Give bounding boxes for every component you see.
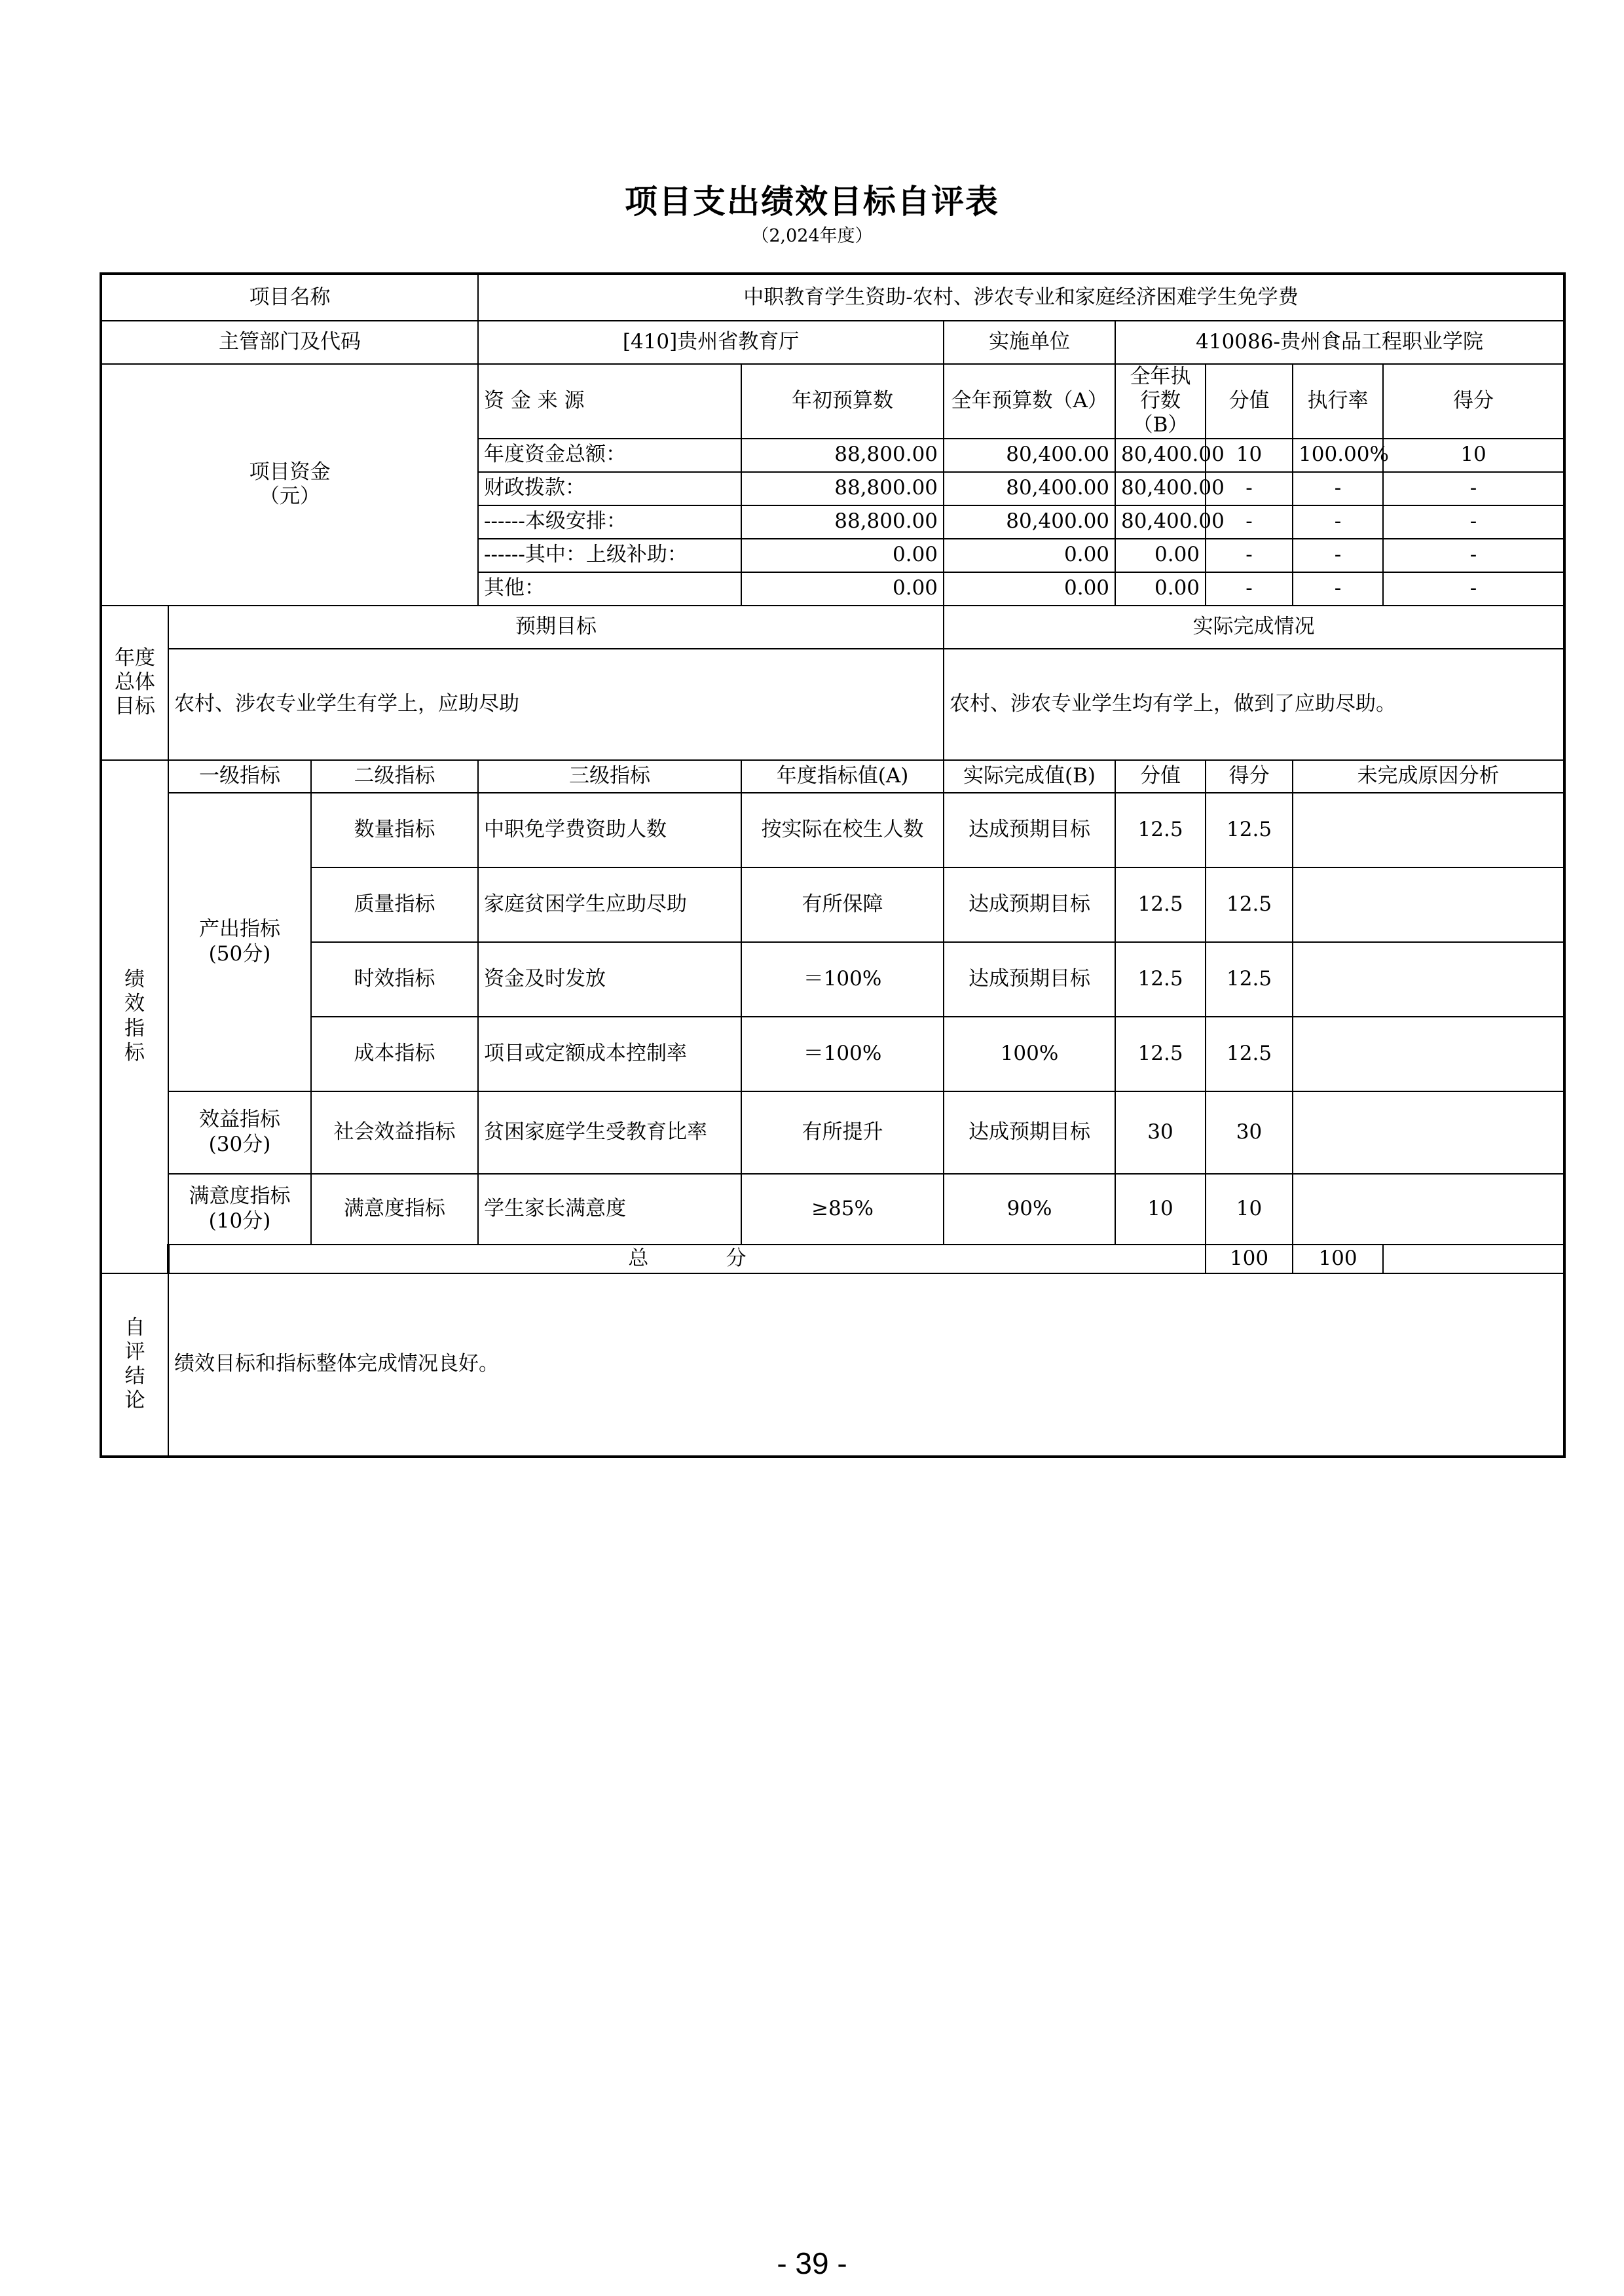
indicator-target: ＝100% <box>741 1017 944 1091</box>
funds-header-score-value: 分值 <box>1206 364 1293 439</box>
indicators-header-first: 一级指标 <box>168 760 311 793</box>
actual-completion-text: 农村、涉农专业学生均有学上，做到了应助尽助。 <box>944 649 1564 760</box>
conclusion-text: 绩效目标和指标整体完成情况良好。 <box>168 1273 1564 1457</box>
indicator-score: 30 <box>1206 1091 1293 1174</box>
indicator-reason <box>1293 1017 1564 1091</box>
funds-executed: 80,400.00 <box>1115 472 1206 505</box>
actual-completion-label: 实际完成情况 <box>944 606 1564 649</box>
indicator-row <box>101 793 1564 867</box>
conclusion-row <box>101 1273 1564 1457</box>
funds-rate: - <box>1293 472 1383 505</box>
funds-initial: 0.00 <box>741 572 944 606</box>
indicator-reason <box>1293 867 1564 942</box>
annual-goal-label-line: 目标 <box>115 695 155 719</box>
indicator-reason <box>1293 793 1564 867</box>
indicators-label-char: 指 <box>124 1016 145 1040</box>
funds-initial: 88,800.00 <box>741 505 944 539</box>
indicator-score-value: 12.5 <box>1115 1017 1206 1091</box>
annual-goal-header-row <box>101 606 1564 649</box>
indicators-header-row <box>101 760 1564 793</box>
funds-header-score: 得分 <box>1383 364 1564 439</box>
funds-initial: 88,800.00 <box>741 439 944 472</box>
indicators-header-third: 三级指标 <box>478 760 741 793</box>
indicator-group-points: (50分) <box>208 941 271 966</box>
indicator-row <box>101 1174 1564 1245</box>
funds-rate: - <box>1293 572 1383 606</box>
conclusion-label-char: 评 <box>124 1339 145 1364</box>
indicator-row <box>101 867 1564 942</box>
department-row <box>101 321 1564 364</box>
funds-score-value: 10 <box>1206 439 1293 472</box>
indicator-second: 时效指标 <box>311 942 478 1017</box>
funds-score: - <box>1383 539 1564 572</box>
funds-source: ------本级安排： <box>478 505 741 539</box>
project-name-label: 项目名称 <box>101 274 478 321</box>
indicator-group-satisfaction <box>168 1174 311 1245</box>
conclusion-label-char: 自 <box>124 1315 145 1339</box>
indicators-header-second: 二级指标 <box>311 760 478 793</box>
funds-initial: 88,800.00 <box>741 472 944 505</box>
indicator-reason <box>1293 1091 1564 1174</box>
annual-goal-label-line: 年度 <box>115 646 155 670</box>
funds-label-text: 项目资金 <box>249 460 331 484</box>
indicator-actual: 达成预期目标 <box>944 942 1115 1017</box>
indicators-label <box>101 760 168 1273</box>
indicator-group-name: 效益指标 <box>199 1108 280 1132</box>
indicators-label-char: 标 <box>124 1040 145 1065</box>
funds-header-source: 资 金 来 源 <box>478 364 741 439</box>
indicator-score: 12.5 <box>1206 942 1293 1017</box>
indicator-third: 学生家长满意度 <box>478 1174 741 1245</box>
funds-score-value: - <box>1206 572 1293 606</box>
indicator-row <box>101 1091 1564 1174</box>
indicators-header-score-value: 分值 <box>1115 760 1206 793</box>
funds-annual: 0.00 <box>944 572 1115 606</box>
indicator-target: ≥85% <box>741 1174 944 1245</box>
conclusion-label-char: 论 <box>124 1389 145 1413</box>
funds-executed: 0.00 <box>1115 572 1206 606</box>
indicator-score-value: 10 <box>1115 1174 1206 1245</box>
self-evaluation-table <box>100 272 1566 1458</box>
conclusion-label-char: 结 <box>124 1364 145 1389</box>
annual-goal-label <box>101 606 168 760</box>
funds-source: 财政拨款： <box>478 472 741 505</box>
conclusion-label <box>101 1273 168 1457</box>
indicator-second: 质量指标 <box>311 867 478 942</box>
indicator-row <box>101 1017 1564 1091</box>
funds-header-annual: 全年预算数（A） <box>944 364 1115 439</box>
indicators-label-char: 绩 <box>124 968 145 992</box>
funds-score: - <box>1383 505 1564 539</box>
indicator-target: 按实际在校生人数 <box>741 793 944 867</box>
indicator-reason <box>1293 942 1564 1017</box>
indicator-second: 数量指标 <box>311 793 478 867</box>
indicator-reason <box>1293 1174 1564 1245</box>
indicator-second: 社会效益指标 <box>311 1091 478 1174</box>
indicator-second: 满意度指标 <box>311 1174 478 1245</box>
funds-score-value: - <box>1206 505 1293 539</box>
indicator-actual: 达成预期目标 <box>944 867 1115 942</box>
total-score-value: 100 <box>1206 1245 1293 1273</box>
page-title: 项目支出绩效目标自评表 <box>625 183 999 221</box>
funds-rate: - <box>1293 539 1383 572</box>
indicator-actual: 达成预期目标 <box>944 793 1115 867</box>
funds-score: 10 <box>1383 439 1564 472</box>
funds-source: 年度资金总额： <box>478 439 741 472</box>
indicator-row <box>101 942 1564 1017</box>
indicators-header-reason: 未完成原因分析 <box>1293 760 1564 793</box>
total-row <box>101 1245 1564 1273</box>
indicator-third: 贫困家庭学生受教育比率 <box>478 1091 741 1174</box>
indicators-header-actual: 实际完成值(B) <box>944 760 1115 793</box>
funds-rate: 100.00% <box>1293 439 1383 472</box>
funds-header-row <box>101 364 1564 439</box>
page-number: - 39 - <box>777 2246 847 2280</box>
indicator-score: 12.5 <box>1206 867 1293 942</box>
indicator-group-name: 满意度指标 <box>189 1184 291 1209</box>
indicator-target: 有所保障 <box>741 867 944 942</box>
annual-goal-content-row <box>101 649 1564 760</box>
indicator-group-name: 产出指标 <box>199 917 280 941</box>
indicators-label-char: 效 <box>124 992 145 1016</box>
funds-executed: 80,400.00 <box>1115 439 1206 472</box>
indicators-header-target: 年度指标值(A) <box>741 760 944 793</box>
funds-score-value: - <box>1206 472 1293 505</box>
indicator-third: 中职免学费资助人数 <box>478 793 741 867</box>
indicator-group-output <box>168 793 311 1091</box>
funds-source: 其他： <box>478 572 741 606</box>
indicator-third: 家庭贫困学生应助尽助 <box>478 867 741 942</box>
indicator-second: 成本指标 <box>311 1017 478 1091</box>
expected-goal-text: 农村、涉农专业学生有学上，应助尽助 <box>168 649 944 760</box>
indicator-group-points: (30分) <box>208 1132 271 1156</box>
funds-initial: 0.00 <box>741 539 944 572</box>
total-reason <box>1383 1245 1564 1273</box>
annual-goal-label-line: 总体 <box>115 670 155 694</box>
indicator-actual: 90% <box>944 1174 1115 1245</box>
implementing-unit-label: 实施单位 <box>944 321 1115 364</box>
funds-source: ------其中：上级补助： <box>478 539 741 572</box>
funds-annual: 80,400.00 <box>944 472 1115 505</box>
indicator-third: 项目或定额成本控制率 <box>478 1017 741 1091</box>
funds-label <box>101 364 478 606</box>
project-name-value: 中职教育学生资助-农村、涉农专业和家庭经济困难学生免学费 <box>478 274 1564 321</box>
indicator-actual: 达成预期目标 <box>944 1091 1115 1174</box>
expected-goal-label: 预期目标 <box>168 606 944 649</box>
department-value: [410]贵州省教育厅 <box>478 321 944 364</box>
indicator-score-value: 12.5 <box>1115 867 1206 942</box>
indicator-score-value: 12.5 <box>1115 793 1206 867</box>
funds-score-value: - <box>1206 539 1293 572</box>
total-label: 总 分 <box>168 1245 1206 1273</box>
department-label: 主管部门及代码 <box>101 321 478 364</box>
funds-header-executed: 全年执行数（B） <box>1115 364 1206 439</box>
indicator-actual: 100% <box>944 1017 1115 1091</box>
indicator-score: 10 <box>1206 1174 1293 1245</box>
funds-label-unit: （元） <box>259 484 321 509</box>
funds-score: - <box>1383 572 1564 606</box>
indicator-score-value: 12.5 <box>1115 942 1206 1017</box>
funds-header-initial: 年初预算数 <box>741 364 944 439</box>
funds-executed: 80,400.00 <box>1115 505 1206 539</box>
funds-header-rate: 执行率 <box>1293 364 1383 439</box>
project-name-row <box>101 274 1564 321</box>
funds-annual: 0.00 <box>944 539 1115 572</box>
total-score: 100 <box>1293 1245 1383 1273</box>
indicator-third: 资金及时发放 <box>478 942 741 1017</box>
page-subtitle: （2,024年度） <box>751 226 873 246</box>
indicator-target: 有所提升 <box>741 1091 944 1174</box>
indicators-header-score: 得分 <box>1206 760 1293 793</box>
indicator-group-benefit <box>168 1091 311 1174</box>
indicator-score-value: 30 <box>1115 1091 1206 1174</box>
funds-annual: 80,400.00 <box>944 439 1115 472</box>
funds-score: - <box>1383 472 1564 505</box>
implementing-unit-value: 410086-贵州食品工程职业学院 <box>1115 321 1564 364</box>
funds-executed: 0.00 <box>1115 539 1206 572</box>
funds-rate: - <box>1293 505 1383 539</box>
indicator-target: ＝100% <box>741 942 944 1017</box>
indicator-group-points: (10分) <box>208 1209 271 1233</box>
funds-annual: 80,400.00 <box>944 505 1115 539</box>
indicator-score: 12.5 <box>1206 793 1293 867</box>
indicator-score: 12.5 <box>1206 1017 1293 1091</box>
